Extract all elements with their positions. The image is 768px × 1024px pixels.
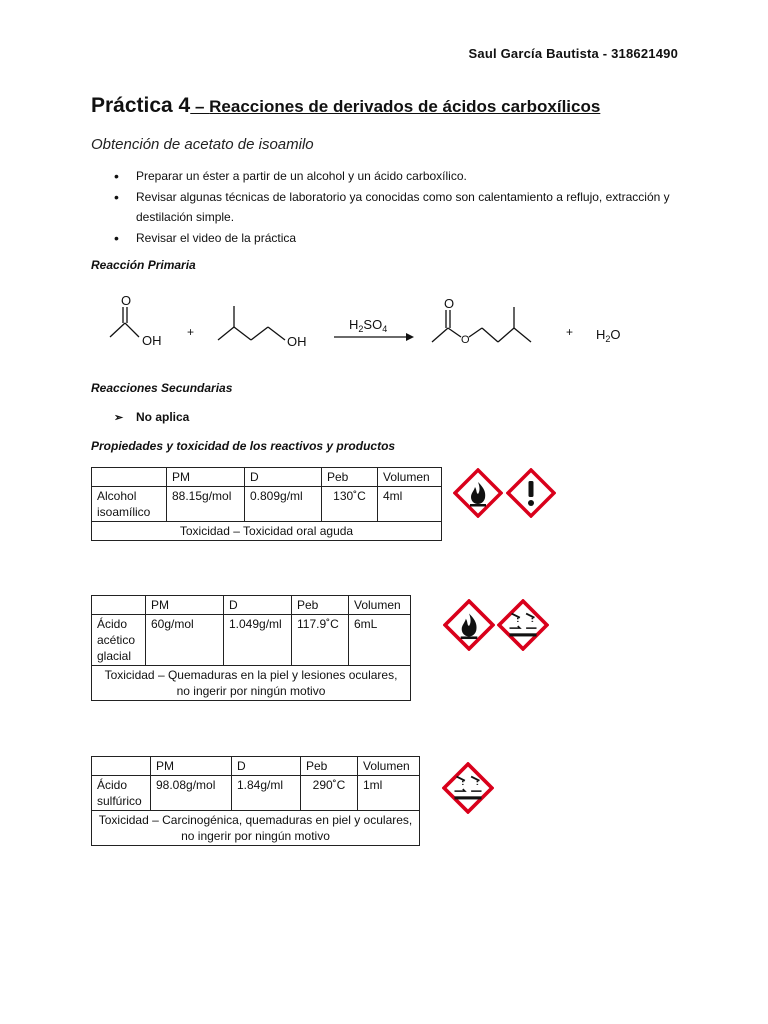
corrosion-icon [497,599,549,651]
toxicity-cell: Toxicidad – Carcinogénica, quemaduras en piel y oculares, no ingerir por ningún motivo [92,811,420,846]
table-cell: 88.15g/mol [167,487,245,522]
substance-name-cell: Ácido sulfúrico [92,776,151,811]
properties-table-sulfuric-acid [91,756,420,846]
table-cell: 4ml [378,487,442,522]
table-cell: 0.809g/ml [245,487,322,522]
table-header-cell: D [245,468,322,487]
section-heading-secondary: Reacciones Secundarias [91,381,233,395]
secondary-item-text: No aplica [136,410,190,424]
plus-sign: + [187,325,195,339]
table-cell: 6mL [349,615,411,666]
acid-oh-label: OH [142,333,162,348]
arrow-bullet-icon: ➢ [114,412,124,424]
table-header-row [92,596,411,615]
list-item: • Revisar el video de la práctica [114,228,674,249]
table-header-cell: Volumen [358,757,420,776]
reaction-scheme [100,292,660,362]
table-row [92,776,420,811]
table-cell: 1.84g/ml [232,776,301,811]
table-header-row [92,468,442,487]
corrosion-icon [442,762,494,814]
section-heading-primary: Reacción Primaria [91,258,196,272]
substance-name-cell: Ácido acético glacial [92,615,146,666]
table-header-cell: D [224,596,292,615]
table-header-cell: PM [167,468,245,487]
substance-name-cell: Alcohol isoamílico [92,487,167,522]
page-title [91,94,600,118]
water-label: $H_2O$ [596,327,621,344]
table-cell: 1.049g/ml [224,615,292,666]
secondary-reaction-item [114,410,189,424]
flame-icon [443,599,495,651]
table-cell: 98.08g/mol [151,776,232,811]
table-row [92,615,411,666]
exclamation-icon [506,468,556,518]
list-item: • Preparar un éster a partir de un alcohol y un ácido carboxílico. [114,166,674,187]
table-cell: 130˚C [322,487,378,522]
flame-icon [453,468,503,518]
author-header: Saul García Bautista - 318621490 [468,46,678,61]
toxicity-cell: Toxicidad – Quemaduras en la piel y lesiones oculares, no ingerir por ningún motivo [92,666,411,701]
list-item: • Revisar algunas técnicas de laboratorio ya conocidas como son calentamiento a reflujo, extracción y destilación simple. [114,187,674,228]
toxicity-cell: Toxicidad – Toxicidad oral aguda [92,522,442,541]
toxicity-row [92,666,411,701]
practice-number: Práctica 4 [91,94,191,117]
table-header-cell [92,596,146,615]
table-header-cell [92,757,151,776]
table-header-cell: PM [151,757,232,776]
carbonyl-oxygen-label: O [121,293,132,308]
section-heading-properties: Propiedades y toxicidad de los reactivos y productos [91,439,396,453]
table-header-cell: Peb [301,757,358,776]
title-dash: – [190,97,210,116]
toxicity-row [92,522,442,541]
alcohol-oh-label: OH [287,334,307,349]
ester-oxygen-label: O [461,334,470,346]
table-header-cell [92,468,167,487]
table-row [92,487,442,522]
table-header-cell: Peb [322,468,378,487]
table-header-row [92,757,420,776]
ester-carbonyl-oxygen-label: O [444,296,455,311]
arrow-head [406,333,414,341]
table-header-cell: D [232,757,301,776]
practice-topic: Reacciones de derivados de ácidos carboxílicos [209,97,601,116]
table-cell: 60g/mol [146,615,224,666]
table-header-cell: PM [146,596,224,615]
properties-table-isoamyl-alcohol [91,467,442,541]
toxicity-row [92,811,420,846]
table-header-cell: Peb [292,596,349,615]
plus-sign: + [566,325,574,339]
properties-table-acetic-acid [91,595,411,701]
objectives-list [114,166,674,248]
catalyst-label: $H_2SO_4$ [349,317,388,334]
page-subtitle: Obtención de acetato de isoamilo [91,136,314,153]
table-header-cell: Volumen [349,596,411,615]
table-cell: 290˚C [301,776,358,811]
table-header-cell: Volumen [378,468,442,487]
table-cell: 1ml [358,776,420,811]
table-cell: 117.9˚C [292,615,349,666]
